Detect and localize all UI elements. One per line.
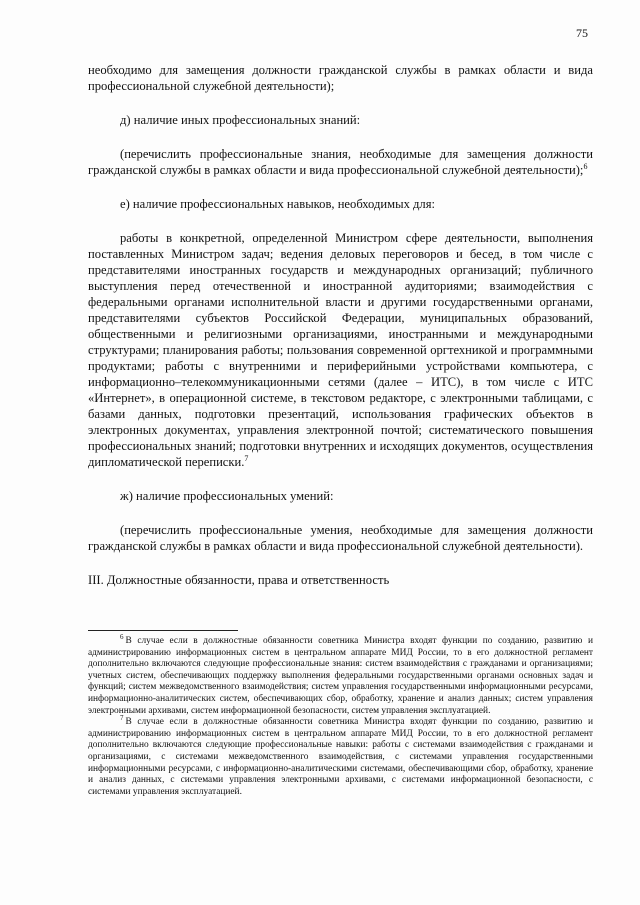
paragraph-continuation (88, 62, 593, 94)
footnote (88, 714, 593, 798)
paragraph-text: (перечислить профессиональные умения, необходимые для замещения должности гражданской службы в рамках области и вида профессиональной служебной деятельности). (88, 523, 593, 553)
footnotes (88, 632, 593, 798)
main-text (88, 62, 593, 588)
paragraph-text: необходимо для замещения должности гражданской службы в рамках области и вида профессиональной служебной деятельности); (88, 63, 593, 93)
footnote (88, 632, 593, 717)
paragraph-abilities-placeholder (88, 522, 593, 554)
footnote-separator (88, 630, 238, 631)
footnote-ref: 7 (244, 453, 249, 463)
footnote-text: В случае если в должностные обязанности советника Министра входят функции по созданию, развитию и администрированию информационных систем в центральном аппарате МИД России, то в его должностной регламент дополнительно включаются следующие профессиональные знания: систем взаимодействия с гражданами и организациями; учетных систем, обеспечивающих поддержку выполнения федеральными государственными органами основных задач и функций; систем межведомственного взаимодействия; систем управления государственными информационными ресурсами, информационно-аналитических систем, обеспечивающих сбор, обработку, хранение и анализ данных; систем управления электронными архивами, систем информационной безопасности, систем управления эксплуатацией. (88, 636, 593, 716)
section-heading: III. Должностные обязанности, права и ответственность (88, 573, 390, 587)
footnote-mark: 7 (120, 714, 124, 723)
paragraph-item-d (88, 112, 593, 128)
footnote-mark: 6 (120, 632, 124, 641)
page-number: 75 (576, 26, 588, 40)
paragraph-item-zh (88, 488, 593, 504)
footnote-text: В случае если в должностные обязанности советника Министра входят функции по созданию, развитию и администрированию информационных систем в центральном аппарате МИД России, то в его должностной регламент дополнительно включаются следующие профессиональные навыки: работы с системами взаимодействия с гражданами и организациями, с системами межведомственного взаимодействия, с системами управления государственными информационными ресурсами, с информационно-аналитическими системами, обеспечивающими сбор, обработку, хранение и анализ данных, с системами управления электронными архивами, с системами информационной безопасности, с системами управления эксплуатацией. (88, 717, 593, 797)
paragraph-item-e (88, 196, 593, 212)
paragraph-text: д) наличие иных профессиональных знаний: (120, 113, 361, 127)
paragraph-text: (перечислить профессиональные знания, необходимые для замещения должности гражданской службы в рамках области и вида профессиональной служебной деятельности); (88, 147, 593, 177)
paragraph-text: работы в конкретной, определенной Министром сфере деятельности, выполнения поставленных Министром задач; ведения деловых переговоров и бесед, в том числе с представителями иностранных государств и международных организаций; публичного выступления перед отечественной и иностранной аудиториями; взаимодействия с федеральными органами исполнительной власти и другими государственными органами, представителями субъектов Российской Федерации, муниципальных образований, общественными и религиозными организациями, иностранными и международными структурами; планирования работы; пользования современной оргтехникой и программными продуктами; работы с внутренними и периферийными устройствами компьютера, с информационно–телекоммуникационными сетями (далее – ИТС), в том числе с ИТС «Интернет», в операционной системе, в текстовом редакторе, с электронными таблицами, с базами данных, подготовки презентаций, использования графических объектов в электронных документах, управления электронной почтой; систематического повышения профессиональных знаний; подготовки внутренних и исходящих документов, осуществления дипломатической переписки. (88, 231, 593, 469)
paragraph-skills-list (88, 230, 593, 470)
paragraph-text: е) наличие профессиональных навыков, необходимых для: (120, 197, 436, 211)
paragraph-knowledge-placeholder (88, 146, 593, 178)
paragraph-text: ж) наличие профессиональных умений: (120, 489, 334, 503)
footnote-ref: 6 (583, 161, 588, 171)
